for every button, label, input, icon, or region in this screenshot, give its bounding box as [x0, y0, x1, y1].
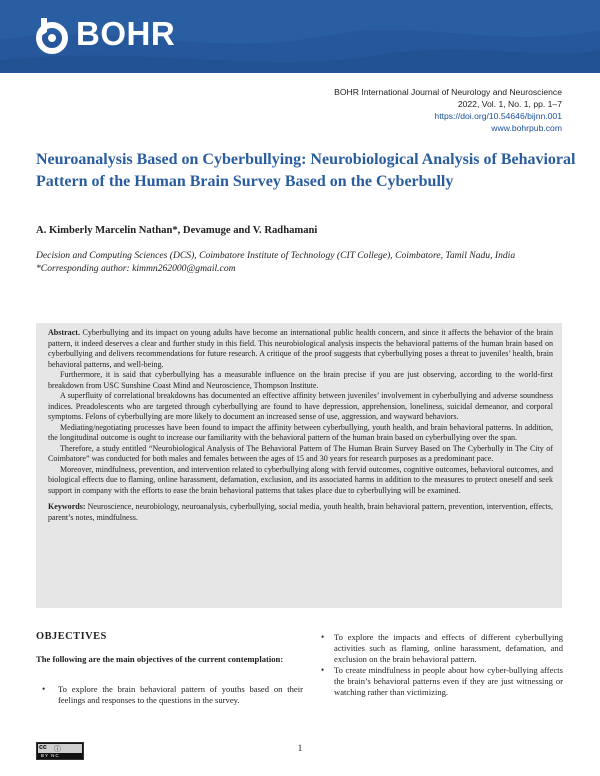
- logo-text: BOHR: [76, 15, 176, 52]
- left-column: [36, 631, 303, 706]
- list-item: • To explore the brain behavioral pattern of youths based on their feelings and responses to the questions in the survey.: [42, 683, 303, 705]
- abstract-paragraph: A superfluity of correlational breakdowns has documented an effective affinity between juveniles’ involvement in cyberbullying and adverse soundness indices. Preadolescents who are targeted through cyberbullying are found to have depression, apprehension, loneliness, suicidal demeanor, and corporal symptoms. Felons of cyberbullying are more likely to document an increased sense of use, aggression, and wayward behaviors.: [48, 391, 553, 421]
- abstract-paragraph: Moreover, mindfulness, prevention, and intervention related to cyberbullying along with fervid outcomes, cognitive outcomes, behavioral outcomes, and biological effects due to flaming, online harassment, defamation, exclusion, and its associated harms in addition to the measures to protect oneself and seek support in company with the efforts to ease the brain behavioral patterns that takes place due to cyberbullying will be examined.: [48, 464, 553, 495]
- section-heading-objectives: OBJECTIVES: [36, 631, 107, 642]
- authors: A. Kimberly Marcelin Nathan*, Devamuge and V. Radhamani: [36, 225, 318, 236]
- journal-info: [334, 86, 562, 134]
- objectives-list-right: [318, 632, 563, 698]
- objectives-list-left: [36, 684, 303, 706]
- keywords: [48, 502, 553, 523]
- abstract-paragraph: Abstract. Cyberbullying and its impact on young adults have become an international public health concern, and since it affects the behavior of the brain pattern, it indeed deserves a clear and further study in this field. This neurobiological analysis inspects the behavioral patterns of the human brain based on cyberbullying and delivers recommendations for future research. A critique of the proof suggests that cyberbullying poses a threat to juveniles’ health, brain behavioral patterns, and well-being.: [48, 328, 553, 369]
- header-banner: [0, 0, 600, 73]
- affiliation: Decision and Computing Sciences (DCS), Coimbatore Institute of Technology (CIT College), Coimbatore, Tamil Nadu, India: [36, 250, 516, 261]
- objectives-intro: The following are the main objectives of the current contemplation:: [36, 654, 284, 664]
- right-column: [318, 632, 563, 698]
- bullet-icon: •: [42, 683, 46, 694]
- volume-info: 2022, Vol. 1, No. 1, pp. 1–7: [457, 99, 562, 109]
- list-item: • To explore the impacts and effects of different cyberbullying activities such as flaming, online harassment, defamation, and exclusion on the brain behavioral pattern.: [321, 632, 563, 664]
- abstract-paragraph: Mediating/negotiating processes have been found to impact the affinity between cyberbullying, youth health, and brain behavioral patterns. In addition, the longitudinal outcome is ought to increase our familiarity with the behavioral pattern of the human brain based on cyberbullying over the span.: [48, 422, 553, 442]
- license-text: BY NC: [41, 753, 60, 758]
- page-number: 1: [297, 744, 303, 754]
- abstract-paragraph: Furthermore, it is said that cyberbullying has a measurable influence on the brain precise if you are just observing, according to the world-first breakdown from USC Sunshine Coast Mind and Neuroscience, Thompson Institute.: [48, 370, 553, 390]
- bullet-icon: •: [321, 665, 325, 675]
- doi-link[interactable]: https://doi.org/10.54646/bijnn.001: [434, 111, 562, 121]
- abstract-label: Abstract.: [48, 328, 80, 337]
- by-icon: ⓘ: [54, 746, 61, 753]
- affiliation-block: [36, 250, 576, 275]
- list-item: • To create mindfulness in people about how cyber-bullying affects the brain’s behavioral patterns even if they are just witnessing or watching rather than victimizing.: [321, 665, 563, 697]
- bohr-logo-icon: [35, 14, 71, 54]
- abstract-box: [36, 323, 562, 608]
- article-title: Neuroanalysis Based on Cyberbullying: Neurobiological Analysis of Behavioral Pattern of the Human Brain Survey Based on the Cyberbully: [36, 151, 576, 190]
- website-link[interactable]: www.bohrpub.com: [491, 123, 562, 133]
- keywords-label: Keywords:: [48, 502, 86, 511]
- bohr-logo[interactable]: [35, 14, 175, 54]
- cc-icon: cc: [39, 744, 47, 751]
- keywords-text: Neuroscience, neurobiology, neuroanalysis, cyberbullying, social media, youth health, brain behavioral pattern, prevention, intervention, effects, parent’s notes, mindfulness.: [48, 502, 553, 522]
- corresponding-author: *Corresponding author: kimmn262000@gmail.com: [36, 262, 236, 274]
- journal-name: BOHR International Journal of Neurology and Neuroscience: [334, 87, 562, 97]
- abstract-paragraph: Therefore, a study entitled “Neurobiological Analysis of The Behavioral Pattern of The Human Brain Survey Based on The Cyberbully in The City of Coimbatore” was conducted for both males and females between the ages of 15 and 30 years for research purposes as a predominant pace.: [48, 443, 553, 463]
- bullet-icon: •: [321, 632, 325, 642]
- abstract-content: [48, 328, 553, 523]
